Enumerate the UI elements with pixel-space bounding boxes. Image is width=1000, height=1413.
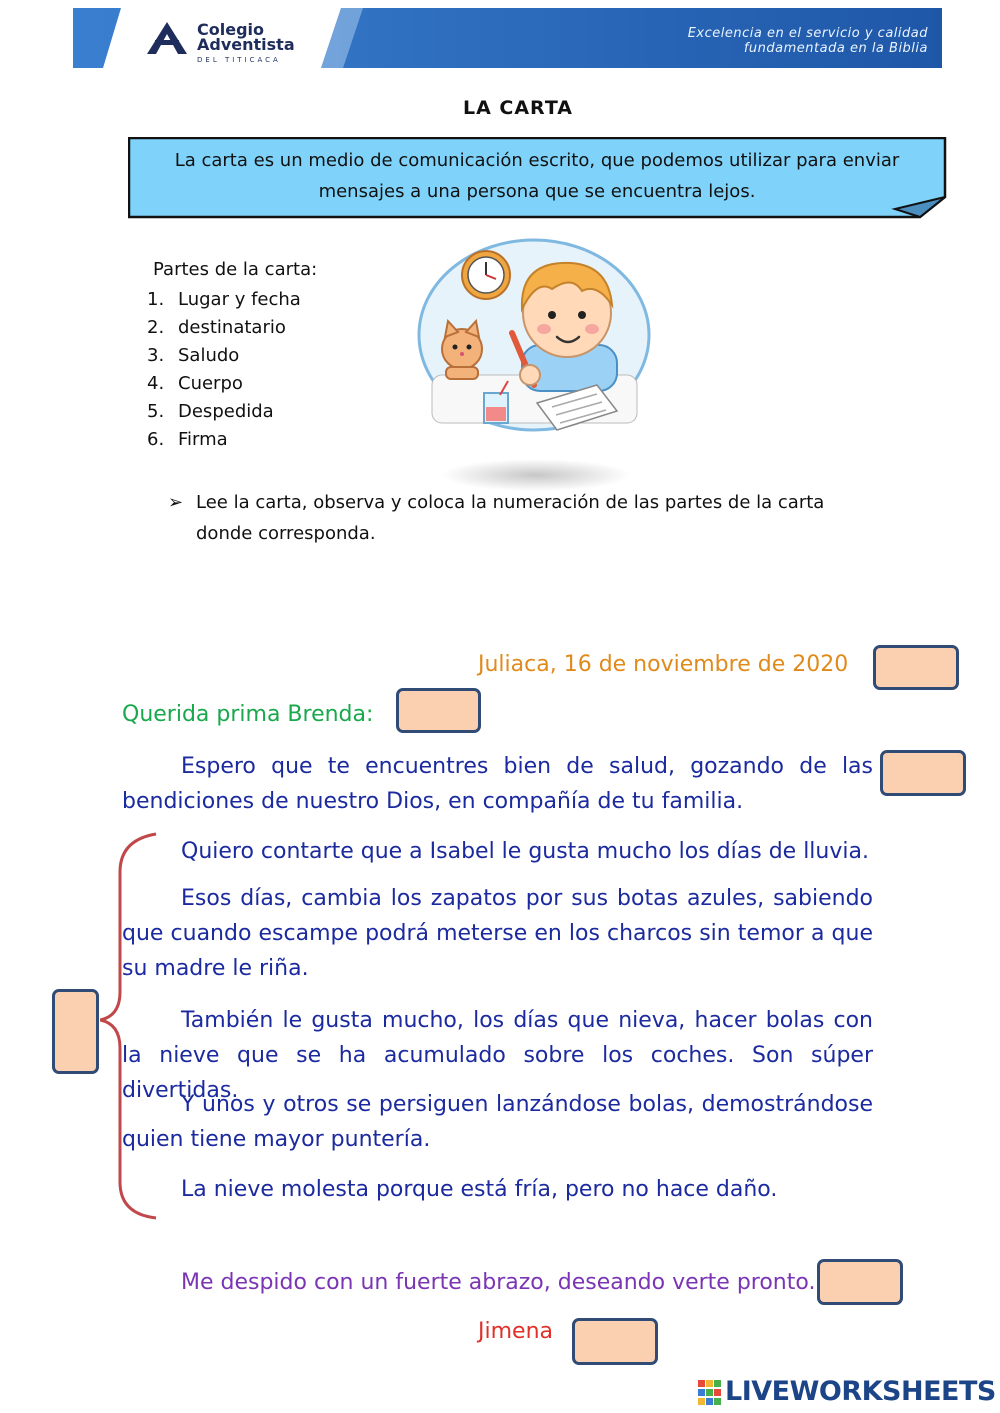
item-number: 3. bbox=[147, 345, 165, 366]
answer-box-date[interactable] bbox=[873, 645, 959, 690]
letter-signature: Jimena bbox=[478, 1319, 553, 1344]
list-item bbox=[147, 314, 301, 342]
item-label: Firma bbox=[178, 429, 228, 450]
letter-paragraph-body: Esos días, cambia los zapatos por sus botas azules, sabiendo que cuando escampe podrá meterse en los charcos sin temor a que su madre le riña. bbox=[122, 886, 873, 981]
item-label: Lugar y fecha bbox=[178, 289, 301, 310]
motto-line2: fundamentada en la Biblia bbox=[743, 41, 928, 56]
item-number: 2. bbox=[147, 317, 165, 338]
letter-date: Juliaca, 16 de noviembre de 2020 bbox=[478, 652, 849, 677]
page-title: LA CARTA bbox=[462, 97, 574, 119]
item-label: destinatario bbox=[178, 317, 286, 338]
definition-text: La carta es un medio de comunicación escrito, que podemos utilizar para enviar mensajes a una persona que se encuentra lejos. bbox=[174, 150, 900, 202]
list-item bbox=[147, 286, 301, 314]
item-number: 1. bbox=[147, 289, 165, 310]
school-name-line1: Colegio bbox=[197, 20, 264, 39]
item-label: Saludo bbox=[178, 345, 240, 366]
list-item bbox=[147, 370, 301, 398]
item-number: 5. bbox=[147, 401, 165, 422]
school-name bbox=[197, 22, 295, 52]
body-brace bbox=[100, 832, 160, 1222]
clock-icon bbox=[462, 251, 510, 299]
letter-paragraph-body: También le gusta mucho, los días que nieva, hacer bolas con la nieve que se ha acumulado sobre los coches. Son súper divertidas. bbox=[122, 1008, 873, 1103]
item-number: 4. bbox=[147, 373, 165, 394]
list-item bbox=[147, 398, 301, 426]
letter-paragraph-body: Quiero contarte que a Isabel le gusta mucho los días de lluvia. bbox=[181, 839, 869, 864]
school-logo-icon bbox=[147, 22, 187, 54]
definition-box bbox=[128, 137, 946, 217]
answer-box-greeting[interactable] bbox=[396, 688, 481, 733]
item-number: 6. bbox=[147, 429, 165, 450]
parts-heading: Partes de la carta: bbox=[153, 259, 318, 280]
answer-box-cuerpo[interactable] bbox=[52, 989, 99, 1074]
boy-icon bbox=[512, 263, 617, 391]
arrow-bullet-icon: ➢ bbox=[168, 492, 184, 513]
header-banner bbox=[73, 8, 942, 68]
school-motto bbox=[688, 26, 928, 56]
liveworksheets-wordmark: LIVEWORKSHEETS bbox=[725, 1376, 996, 1407]
item-label: Despedida bbox=[178, 401, 274, 422]
child-writing-illustration bbox=[412, 235, 657, 495]
motto-line1: Excelencia en el servicio y calidad bbox=[687, 26, 928, 41]
letter-closing: Me despido con un fuerte abrazo, deseando verte pronto. bbox=[181, 1270, 816, 1295]
list-item bbox=[147, 342, 301, 370]
cat-icon bbox=[442, 321, 482, 379]
parts-list bbox=[147, 286, 301, 454]
liveworksheets-logo-icon bbox=[698, 1380, 722, 1406]
list-item bbox=[147, 426, 301, 454]
answer-box-despedida[interactable] bbox=[817, 1259, 903, 1305]
answer-box-saludo[interactable] bbox=[880, 750, 966, 796]
letter-greeting: Querida prima Brenda: bbox=[122, 702, 374, 727]
letter-paragraph-saludo: Espero que te encuentres bien de salud, gozando de las bendiciones de nuestro Dios, en compañía de tu familia. bbox=[122, 754, 873, 814]
answer-box-firma[interactable] bbox=[572, 1318, 658, 1365]
letter-paragraph-body: La nieve molesta porque está fría, pero no hace daño. bbox=[181, 1177, 778, 1202]
school-name-line2: Adventista bbox=[197, 35, 295, 54]
school-subtitle: DEL TITICACA bbox=[197, 56, 281, 64]
instruction-text: Lee la carta, observa y coloca la numeración de las partes de la carta donde corresponda. bbox=[196, 492, 825, 544]
letter-paragraph-body: Y unos y otros se persiguen lanzándose bolas, demostrándose quien tiene mayor puntería. bbox=[122, 1092, 873, 1152]
item-label: Cuerpo bbox=[178, 373, 243, 394]
